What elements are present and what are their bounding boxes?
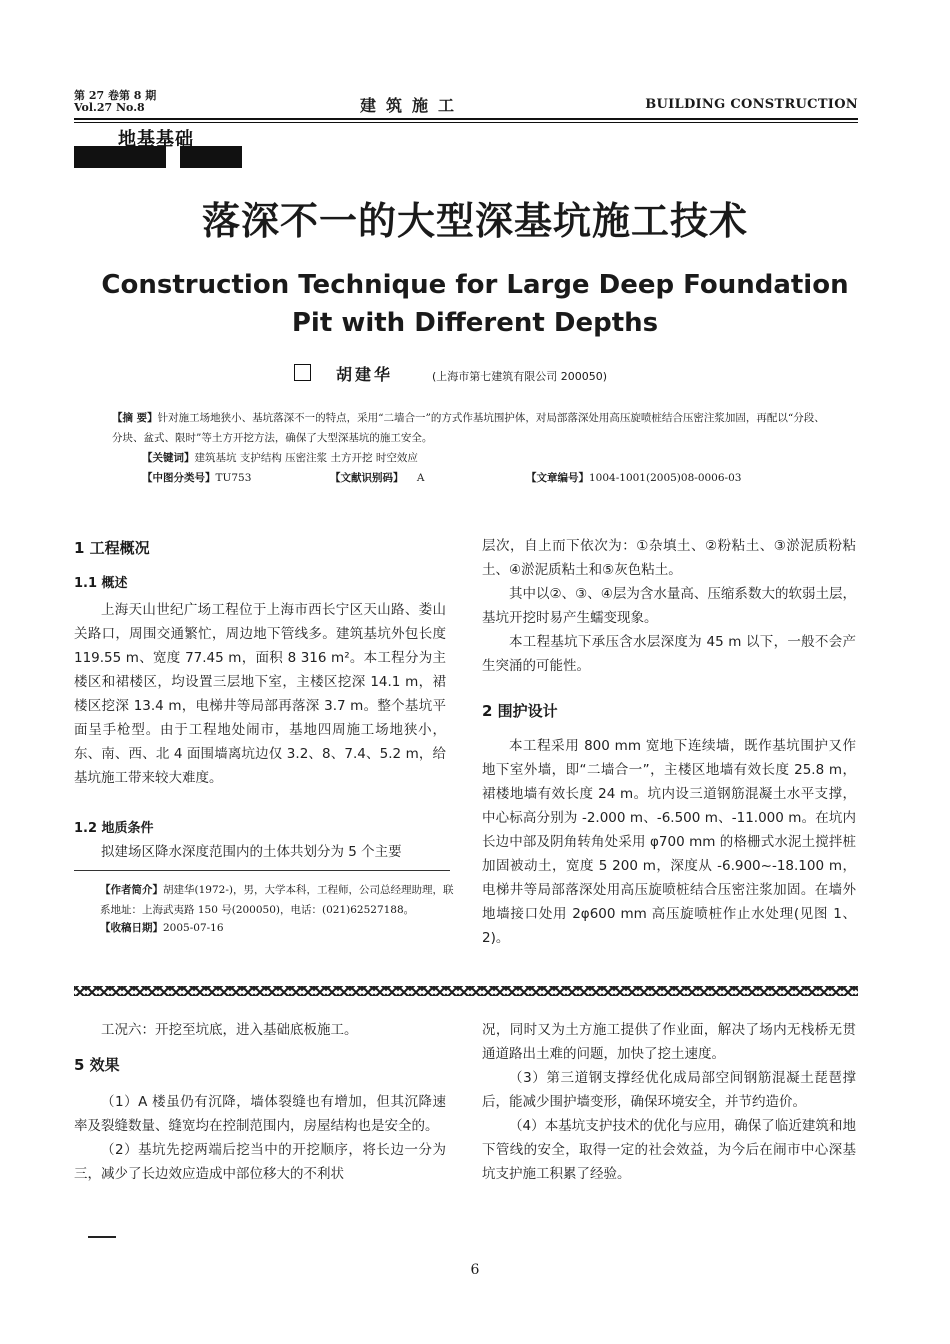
paragraph: 上海天山世纪广场工程位于上海市西长宁区天山路、娄山关路口，周围交通繁忙，周边地下管线多。建筑基坑外包长度 119.55 m、宽度 77.45 m，面积 8 316 m²。本工程分为主楼区和裙楼区，均设置三层地下室，主楼区挖深 14.1 m，裙楼区挖深 13.4 m，电梯井等局部再落深 3.7 m。整个基坑平面呈手枪型。由于工程地处闹市，基地四周施工场地狭小，东、南、西、北 4 面围墙离坑边仅 3.2、8、7.4、5.2 m，给基坑施工带来较大难度。 (74, 602, 446, 786)
section-heading-2: 2 围护设计 (482, 702, 558, 720)
paragraph-work-stage-6 (74, 1018, 446, 1042)
paragraph: 况，同时又为土方施工提供了作业面，解决了场内无栈桥无贯通道路出土难的问题，加快了挖土速度。 (482, 1022, 856, 1062)
section-tab (74, 124, 242, 168)
article-number-label: 【文章编号】 (526, 472, 589, 484)
author-affiliation: (上海市第七建筑有限公司 200050) (432, 370, 608, 383)
paragraph: （4）本基坑支护技术的优化与应用，确保了临近建筑和地下管线的安全，取得一定的社会效益，为今后在闹市中心深基坑支护施工积累了经验。 (482, 1118, 856, 1182)
author-footnote (100, 880, 460, 920)
doc-code-value: A (416, 472, 425, 484)
keywords-text: 建筑基坑 支护结构 压密注浆 土方开挖 时空效应 (194, 452, 418, 464)
author-box-icon (294, 364, 311, 381)
paragraph: 工况六：开挖至坑底，进入基础底板施工。 (101, 1022, 358, 1038)
article-title-en (0, 266, 950, 342)
header-rule-thin (74, 122, 858, 123)
footnote-rule (74, 870, 450, 871)
paragraph-overview (74, 598, 446, 790)
received-label: 【收稿日期】 (100, 922, 163, 934)
paragraph-retaining-design (482, 734, 856, 950)
volume-en: Vol.27 No.8 (74, 101, 145, 114)
doc-code-label: 【文献识别码】 (330, 472, 404, 484)
journal-title-cn: 建筑施工 (360, 96, 465, 115)
paragraph: 层次，自上而下依次为：①杂填土、②粉粘土、③淤泥质粉粘土、④淤泥质粘土和⑤灰色粘土。 (482, 538, 856, 578)
abstract-text: 针对施工场地狭小、基坑落深不一的特点，采用“二墙合一”的方式作基坑围护体，对局部落深处用高压旋喷桩结合压密注浆加固，再配以“分段、分块、盆式、限时”等土方开挖方法，确保了大型深基坑的施工安全。 (112, 412, 825, 444)
received-value: 2005-07-16 (163, 922, 224, 934)
header-rule (74, 118, 858, 120)
section-heading-5: 5 效果 (74, 1056, 120, 1074)
document-code (330, 468, 424, 488)
keywords (142, 448, 418, 468)
volume-cn: 第 27 卷第 8 期 (74, 89, 157, 102)
author-bio-text: 胡建华(1972-)，男，大学本科，工程师，公司总经理助理，联系地址：上海武夷路 150 号(200050)，电话：(021)62527188。 (100, 884, 454, 916)
article-title-en-line2: Pit with Different Depths (291, 308, 659, 338)
section-heading-1-2: 1.2 地质条件 (74, 821, 154, 836)
section-tab-label: 地基基础 (118, 129, 194, 150)
volume-issue (74, 90, 156, 114)
clc-value: TU753 (215, 472, 252, 484)
author-name: 胡建华 (336, 365, 394, 384)
keywords-label: 【关键词】 (142, 452, 195, 464)
page-divider (74, 986, 858, 996)
section-heading-1-1: 1.1 概述 (74, 576, 128, 591)
article-number-value: 1004-1001(2005)08-0006-03 (589, 472, 742, 484)
article-number (526, 468, 741, 488)
paragraph: （2）基坑先挖两端后挖当中的开挖顺序，将长边一分为三，减少了长边效应造成中部位移大的不利状 (74, 1142, 446, 1182)
paragraph: 其中以②、③、④层为含水量高、压缩系数大的软弱土层，基坑开挖时易产生蠕变现象。 (482, 586, 856, 626)
article-title-en-line1: Construction Technique for Large Deep Foundation (101, 270, 849, 300)
abstract-label: 【摘 要】 (112, 412, 158, 424)
clc-number (142, 468, 251, 488)
paragraph: 本工程采用 800 mm 宽地下连续墙，既作基坑围护又作地下室外墙，即“二墙合一”，主楼区地墙有效长度 25.8 m，裙楼地墙有效长度 24 m。坑内设三道钢筋混凝土水平支撑，中心标高分别为 -2.000 m、-6.500 m、-11.000 m。在坑内长边中部及阴角转角处采用 φ700 mm 的格栅式水泥土搅拌桩加固被动土，宽度 5 200 m，深度从 -6.900~-18.100 m，电梯井等局部落深处用高压旋喷桩结合压密注浆加固。在墙外地墙接口处用 2φ600 mm 高压旋喷桩作止水处理(见图 1、2)。 (482, 738, 856, 946)
paragraph-geology-cont (482, 534, 856, 678)
received-date (100, 920, 224, 935)
paragraph: 拟建场区降水深度范围内的土体共划分为 5 个主要 (101, 844, 402, 860)
paragraph: 本工程基坑下承压含水层深度为 45 m 以下，一般不会产生突涌的可能性。 (482, 634, 856, 674)
footer-dash (88, 1236, 116, 1238)
paragraph: （3）第三道钢支撑经优化成局部空间钢筋混凝土琵琶撑后，能减少围护墙变形，确保环境安全，并节约造价。 (482, 1070, 856, 1110)
paragraph-geology-start (74, 840, 446, 864)
section-heading-1: 1 工程概况 (74, 539, 150, 557)
clc-label: 【中图分类号】 (142, 472, 216, 484)
paragraph: （1）A 楼虽仍有沉降，墙体裂缝也有增加，但其沉降速率及裂缝数量、缝宽均在控制范围内，房屋结构也是安全的。 (74, 1094, 446, 1134)
paragraph-results-left (74, 1090, 446, 1186)
page-number: 6 (470, 1262, 480, 1278)
article-title-cn: 落深不一的大型深基坑施工技术 (201, 198, 748, 243)
paragraph-results-right (482, 1018, 856, 1186)
journal-title-en: BUILDING CONSTRUCTION (645, 97, 858, 112)
abstract (112, 408, 832, 448)
author-bio-label: 【作者简介】 (100, 884, 163, 896)
